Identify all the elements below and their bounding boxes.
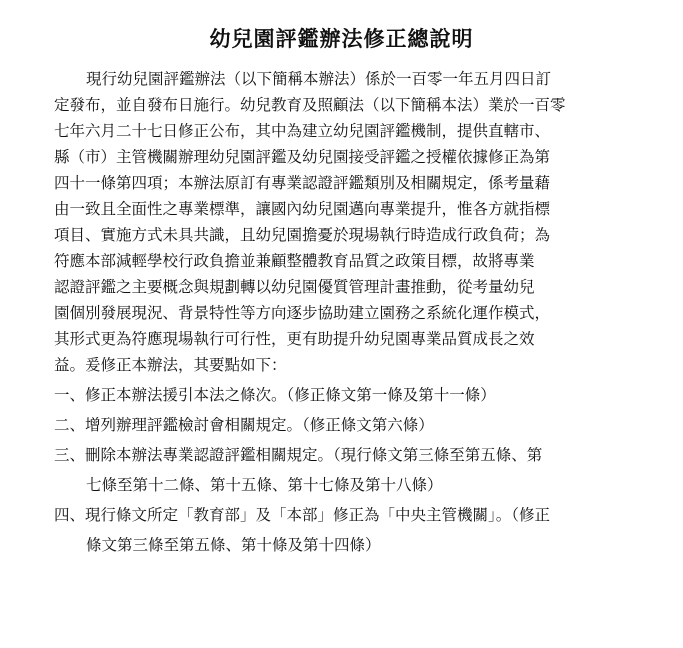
intro-line: 其形式更為符應現場執行可行性，更有助提升幼兒園專業品質成長之效 bbox=[54, 330, 535, 348]
intro-line: 由一致且全面性之專業標準，讓國內幼兒園邁向專業提升，惟各方就指標 bbox=[54, 200, 551, 218]
intro-line: 定發布，並自發布日施行。幼兒教育及照顧法（以下簡稱本法）業於一百零 bbox=[54, 96, 566, 114]
intro-line: 符應本部減輕學校行政負擔並兼顧整體教育品質之政策目標，故將專業 bbox=[54, 252, 535, 270]
point-item-1: 一、修正本辦法援引本法之條次。（修正條文第一條及第十一條） bbox=[54, 386, 496, 404]
point-item-3-cont: 七條至第十二條、第十五條、第十七條及第十八條） bbox=[86, 476, 443, 494]
point-item-2: 二、增列辦理評鑑檢討會相關規定。（修正條文第六條） bbox=[54, 416, 434, 434]
intro-line: 七年六月二十七日修正公布，其中為建立幼兒園評鑑機制，提供直轄市、 bbox=[54, 122, 551, 140]
intro-line: 認證評鑑之主要概念與規劃轉以幼兒園優質管理計畫推動，從考量幼兒 bbox=[54, 278, 535, 296]
document-title: 幼兒園評鑑辦法修正總說明 bbox=[209, 27, 474, 51]
intro-line: 益。爰修正本辦法，其要點如下： bbox=[54, 356, 287, 374]
intro-line: 四十一條第四項；本辦法原訂有專業認證評鑑類別及相關規定，係考量藉 bbox=[54, 174, 551, 192]
intro-line: 園個別發展現況、背景特性等方向逐步協助建立園務之系統化運作模式， bbox=[54, 304, 551, 322]
intro-line: 縣（市）主管機關辦理幼兒園評鑑及幼兒園接受評鑑之授權依據修正為第 bbox=[54, 148, 551, 166]
intro-line: 項目、實施方式未具共識，且幼兒園擔憂於現場執行時造成行政負荷；為 bbox=[54, 226, 551, 244]
point-item-3: 三、刪除本辦法專業認證評鑑相關規定。（現行條文第三條至第五條、第 bbox=[54, 446, 543, 464]
point-item-4: 四、現行條文所定「教育部」及「本部」修正為「中央主管機關」。（修正 bbox=[54, 506, 551, 524]
point-item-4-cont: 條文第三條至第五條、第十條及第十四條） bbox=[86, 536, 381, 554]
intro-line: 現行幼兒園評鑑辦法（以下簡稱本辦法）係於一百零一年五月四日訂 bbox=[86, 70, 552, 88]
